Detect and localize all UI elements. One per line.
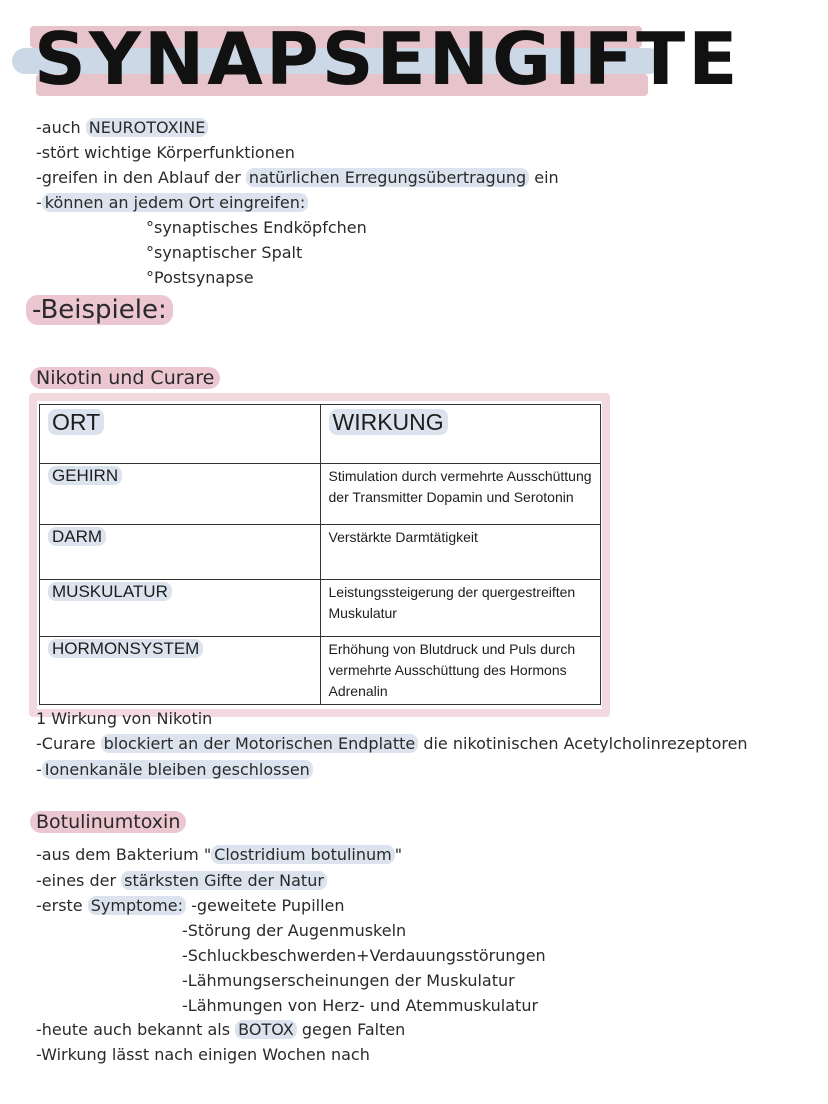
text: -greifen in den Ablauf der (36, 168, 246, 187)
cell-label: GEHIRN (48, 466, 122, 485)
highlight: können an jedem Ort eingreifen: (42, 193, 308, 212)
symptom-line-3: -Lähmungserscheinungen der Muskulatur (182, 971, 515, 990)
table-cell-ort (40, 580, 321, 637)
table-row (40, 637, 601, 705)
intro-line-2: -stört wichtige Körperfunktionen (36, 143, 295, 162)
table-cell-wirkung: Erhöhung von Blutdruck und Puls durch vermehrte Ausschüttung des Hormons Adrenalin (320, 637, 601, 705)
text: -aus dem Bakterium " (36, 845, 212, 864)
highlight: Clostridium botulinum (211, 845, 395, 864)
highlight: stärksten Gifte der Natur (121, 871, 327, 890)
page-title-block (0, 0, 828, 120)
text: -geweitete Pupillen (185, 896, 345, 915)
page-title: SYNAPSENGIFTE (34, 17, 741, 101)
text: -eines der (36, 871, 122, 890)
botulinum-line-5: -Wirkung lässt nach einigen Wochen nach (36, 1045, 370, 1064)
section-heading-beispiele (26, 292, 173, 328)
highlight: -Beispiele: (26, 295, 173, 325)
intro-line-3 (36, 168, 559, 188)
curare-line-2 (36, 760, 313, 780)
table-cell-wirkung: Leistungssteigerung der quergestreiften Muskulatur (320, 580, 601, 637)
intro-line-4 (36, 193, 308, 213)
table-header-row (40, 405, 601, 464)
highlight: blockiert an der Motorischen Endplatte (101, 734, 419, 753)
text: die nikotinischen Acetylcholinrezeptoren (418, 734, 748, 753)
table-row (40, 525, 601, 580)
symptom-line-4: -Lähmungen von Herz- und Atemmuskulatur (182, 996, 539, 1015)
highlight: Symptome: (88, 896, 186, 915)
table-row (40, 464, 601, 525)
table-cell-ort (40, 637, 321, 705)
highlight: BOTOX (235, 1020, 297, 1039)
botulinum-line-2 (36, 871, 327, 891)
highlight: Botulinumtoxin (30, 811, 186, 833)
intro-sub-2: °synaptischer Spalt (146, 243, 303, 262)
table-caption: 1 Wirkung von Nikotin (36, 709, 213, 728)
table-cell-wirkung: Stimulation durch vermehrte Ausschüttung der Transmitter Dopamin und Serotonin (320, 464, 601, 525)
table-header-ort (40, 405, 321, 464)
botulinum-line-1 (36, 845, 402, 865)
table-row (40, 580, 601, 637)
highlight: NEUROTOXINE (86, 118, 209, 137)
intro-sub-1: °synaptisches Endköpfchen (146, 218, 367, 237)
text: -heute auch bekannt als (36, 1020, 236, 1039)
text: -Curare (36, 734, 101, 753)
text: - (36, 193, 42, 212)
text: - (36, 760, 42, 779)
highlight: natürlichen Erregungsübertragung (246, 168, 529, 187)
highlight: Ionenkanäle bleiben geschlossen (42, 760, 313, 779)
table-header-wirkung (320, 405, 601, 464)
botulinum-line-4 (36, 1020, 405, 1040)
cell-label: MUSKULATUR (48, 582, 172, 601)
section-heading-botulinum (30, 809, 186, 835)
intro-sub-3: °Postsynapse (146, 268, 254, 287)
symptom-line-1: -Störung der Augenmuskeln (182, 921, 407, 940)
intro-line-1 (36, 118, 208, 138)
header-label: WIRKUNG (329, 409, 448, 435)
text: " (394, 845, 403, 864)
curare-line-1 (36, 734, 748, 754)
highlight: Nikotin und Curare (30, 367, 220, 389)
table-cell-ort (40, 525, 321, 580)
cell-label: HORMONSYSTEM (48, 639, 203, 658)
text: gegen Falten (296, 1020, 406, 1039)
section-heading-nikotin (30, 365, 220, 391)
text: ein (529, 168, 559, 187)
header-label: ORT (48, 409, 104, 435)
text: -auch (36, 118, 86, 137)
symptom-line-2: -Schluckbeschwerden+Verdauungsstörungen (182, 946, 546, 965)
table-cell-ort (40, 464, 321, 525)
cell-label: DARM (48, 527, 106, 546)
table-cell-wirkung: Verstärkte Darmtätigkeit (320, 525, 601, 580)
text: -erste (36, 896, 88, 915)
botulinum-line-3 (36, 896, 345, 916)
nikotin-table (39, 404, 601, 705)
